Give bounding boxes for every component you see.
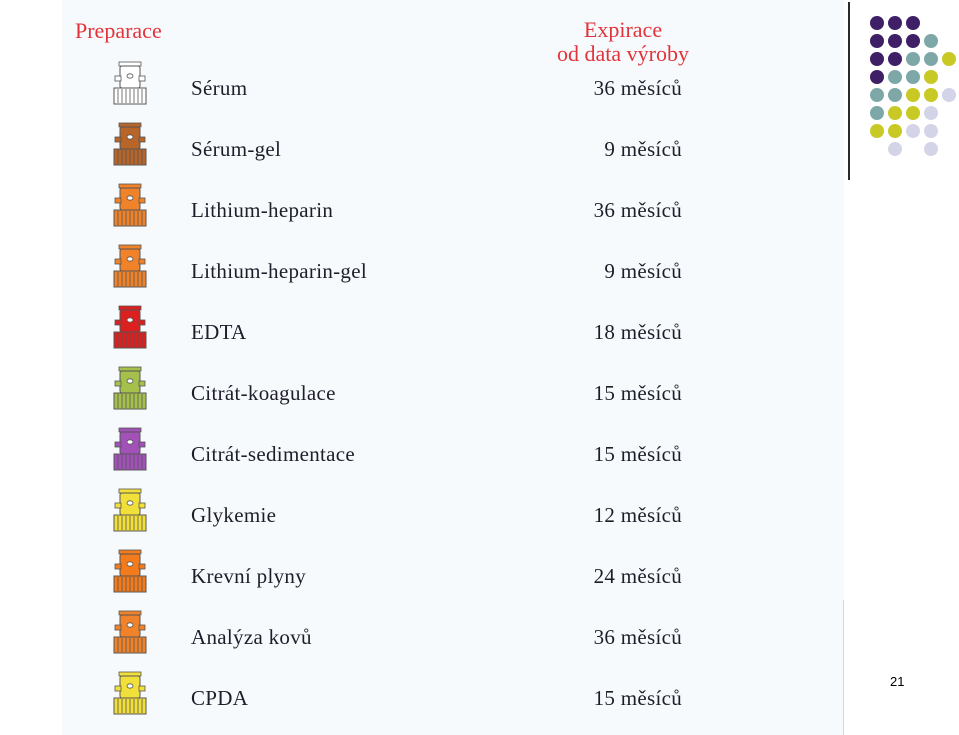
blood-tube-icon (110, 60, 150, 108)
preparation-name: Citrát-sedimentace (191, 442, 355, 466)
slide-divider-line-faint (843, 600, 844, 735)
tube-row (0, 121, 844, 182)
blood-tube-icon (110, 304, 150, 352)
decor-dot (870, 34, 884, 48)
decor-dot (870, 16, 884, 30)
header-preparace: Preparace (75, 18, 162, 43)
expiry-value: 15 měsíců (593, 381, 682, 405)
decor-dot (888, 70, 902, 84)
decor-dot (924, 70, 938, 84)
blood-tube-icon (110, 426, 150, 474)
decor-dot (924, 34, 938, 48)
decor-dot (906, 124, 920, 138)
expiry-value: 24 měsíců (593, 564, 682, 588)
decor-dot (870, 88, 884, 102)
decor-dot (870, 70, 884, 84)
tube-row (0, 670, 844, 731)
expiry-value: 15 měsíců (593, 686, 682, 710)
decor-dot (888, 124, 902, 138)
expiry-value: 36 měsíců (593, 198, 682, 222)
preparation-name: Lithium-heparin (191, 198, 334, 222)
preparation-name: Sérum (191, 76, 248, 100)
preparation-name: Sérum-gel (191, 137, 282, 161)
page-number: 21 (890, 674, 905, 689)
decor-dot (888, 88, 902, 102)
decor-dot (870, 106, 884, 120)
blood-tube-icon (110, 670, 150, 718)
blood-tube-icon (110, 609, 150, 657)
decor-dot (906, 34, 920, 48)
expiry-value: 12 měsíců (593, 503, 682, 527)
preparation-name: Glykemie (191, 503, 277, 527)
decor-dot (870, 124, 884, 138)
decor-dot (906, 106, 920, 120)
blood-tube-icon (110, 243, 150, 291)
preparation-name: CPDA (191, 686, 249, 710)
decor-dot (924, 88, 938, 102)
decor-dot (888, 106, 902, 120)
decor-dot (924, 52, 938, 66)
tube-row (0, 304, 844, 365)
decor-dot (888, 52, 902, 66)
decor-dot (906, 16, 920, 30)
tube-row (0, 609, 844, 670)
preparation-name: EDTA (191, 320, 247, 344)
decor-dot (888, 16, 902, 30)
tube-row (0, 60, 844, 121)
decor-dot (924, 124, 938, 138)
tube-row (0, 182, 844, 243)
decor-dot (906, 52, 920, 66)
decor-dot (942, 52, 956, 66)
expiry-value: 36 měsíců (593, 76, 682, 100)
decor-dot (924, 106, 938, 120)
header-expirace-line1: Expirace (583, 17, 663, 42)
preparation-name: Lithium-heparin-gel (191, 259, 367, 283)
tube-row (0, 426, 844, 487)
decor-dot (906, 88, 920, 102)
expiry-value: 36 měsíců (593, 625, 682, 649)
blood-tube-icon (110, 121, 150, 169)
header-expirace (530, 18, 716, 66)
expiry-value: 18 měsíců (593, 320, 682, 344)
tube-row (0, 487, 844, 548)
preparation-name: Citrát-koagulace (191, 381, 336, 405)
blood-tube-icon (110, 548, 150, 596)
decor-dot (906, 70, 920, 84)
blood-tube-icon (110, 365, 150, 413)
header-expirace-line2: od data výroby (557, 41, 689, 66)
decor-dot (942, 88, 956, 102)
expiry-value: 9 měsíců (604, 137, 682, 161)
tube-row (0, 365, 844, 426)
decor-dot (888, 34, 902, 48)
decor-dot (924, 142, 938, 156)
tube-row (0, 548, 844, 609)
preparation-name: Analýza kovů (191, 625, 312, 649)
blood-tube-icon (110, 487, 150, 535)
expiry-value: 15 měsíců (593, 442, 682, 466)
decor-dot (870, 52, 884, 66)
decorative-dot-grid (866, 14, 956, 159)
tube-row (0, 243, 844, 304)
slide-divider-line (848, 2, 850, 180)
expiry-value: 9 měsíců (604, 259, 682, 283)
decor-dot (888, 142, 902, 156)
blood-tube-icon (110, 182, 150, 230)
preparation-name: Krevní plyny (191, 564, 306, 588)
